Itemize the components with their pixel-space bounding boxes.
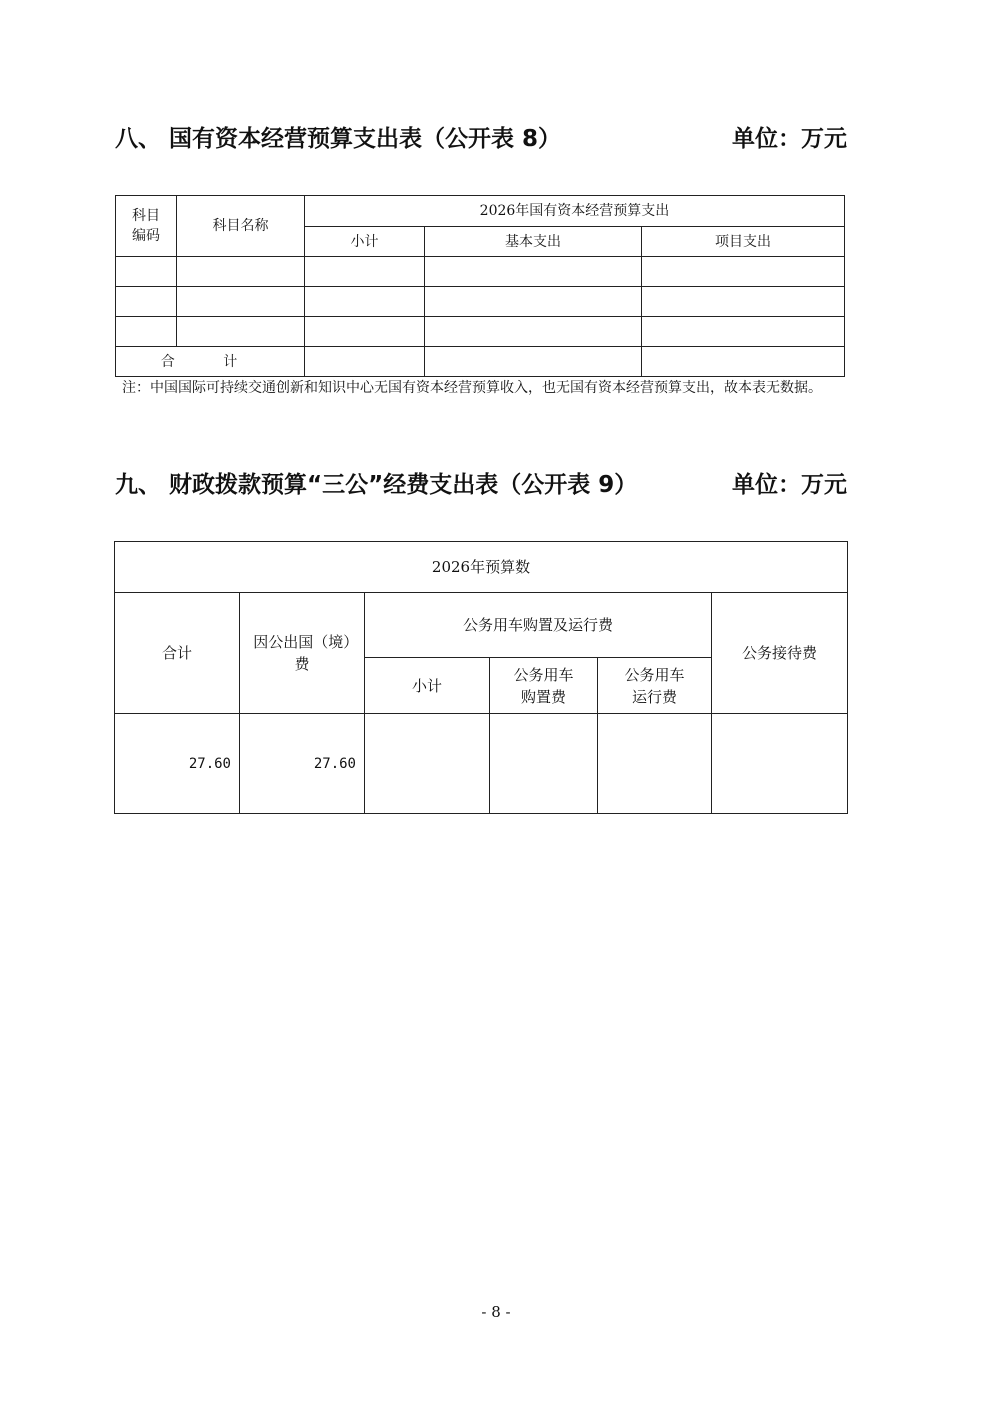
table-row (115, 714, 848, 814)
section9-unit: 单位：万元 (732, 472, 847, 498)
header-basic: 基本支出 (425, 227, 642, 257)
header-name: 科目名称 (177, 196, 305, 257)
header-reception: 公务接待费 (712, 593, 848, 714)
header-group: 2026年预算数 (115, 542, 848, 593)
cell-vehicle-purchase (490, 714, 598, 814)
header-project: 项目支出 (642, 227, 845, 257)
header-abroad: 因公出国（境）费 (240, 593, 365, 714)
header-code: 科目编码 (116, 196, 177, 257)
section8-note: 注：中国国际可持续交通创新和知识中心无国有资本经营预算收入，也无国有资本经营预算支出，故本表无数据。 (122, 380, 822, 396)
section8-title: 八、 国有资本经营预算支出表（公开表 8） (115, 126, 562, 152)
header-vehicle-group: 公务用车购置及运行费 (365, 593, 712, 658)
cell-vehicle-operation (598, 714, 712, 814)
section8-unit: 单位：万元 (732, 126, 847, 152)
table-row (116, 287, 845, 317)
cell-total: 27.60 (115, 714, 240, 814)
total-label: 合 计 (116, 347, 305, 377)
table-row (116, 317, 845, 347)
page-number: - 8 - (481, 1303, 511, 1321)
header-vehicle-subtotal: 小计 (365, 658, 490, 714)
section8-heading (115, 121, 847, 157)
header-subtotal: 小计 (305, 227, 425, 257)
table-row (116, 257, 845, 287)
total-row (116, 347, 845, 377)
cell-abroad: 27.60 (240, 714, 365, 814)
header-vehicle-operation: 公务用车运行费 (598, 658, 712, 714)
cell-reception (712, 714, 848, 814)
cell-vehicle-subtotal (365, 714, 490, 814)
header-vehicle-purchase: 公务用车购置费 (490, 658, 598, 714)
header-total: 合计 (115, 593, 240, 714)
section9-title: 九、 财政拨款预算“三公”经费支出表（公开表 9） (115, 472, 638, 498)
header-group: 2026年国有资本经营预算支出 (305, 196, 845, 227)
three-public-expenses-table (114, 541, 848, 814)
section9-heading (115, 467, 847, 503)
state-capital-expenditure-table (115, 195, 845, 377)
